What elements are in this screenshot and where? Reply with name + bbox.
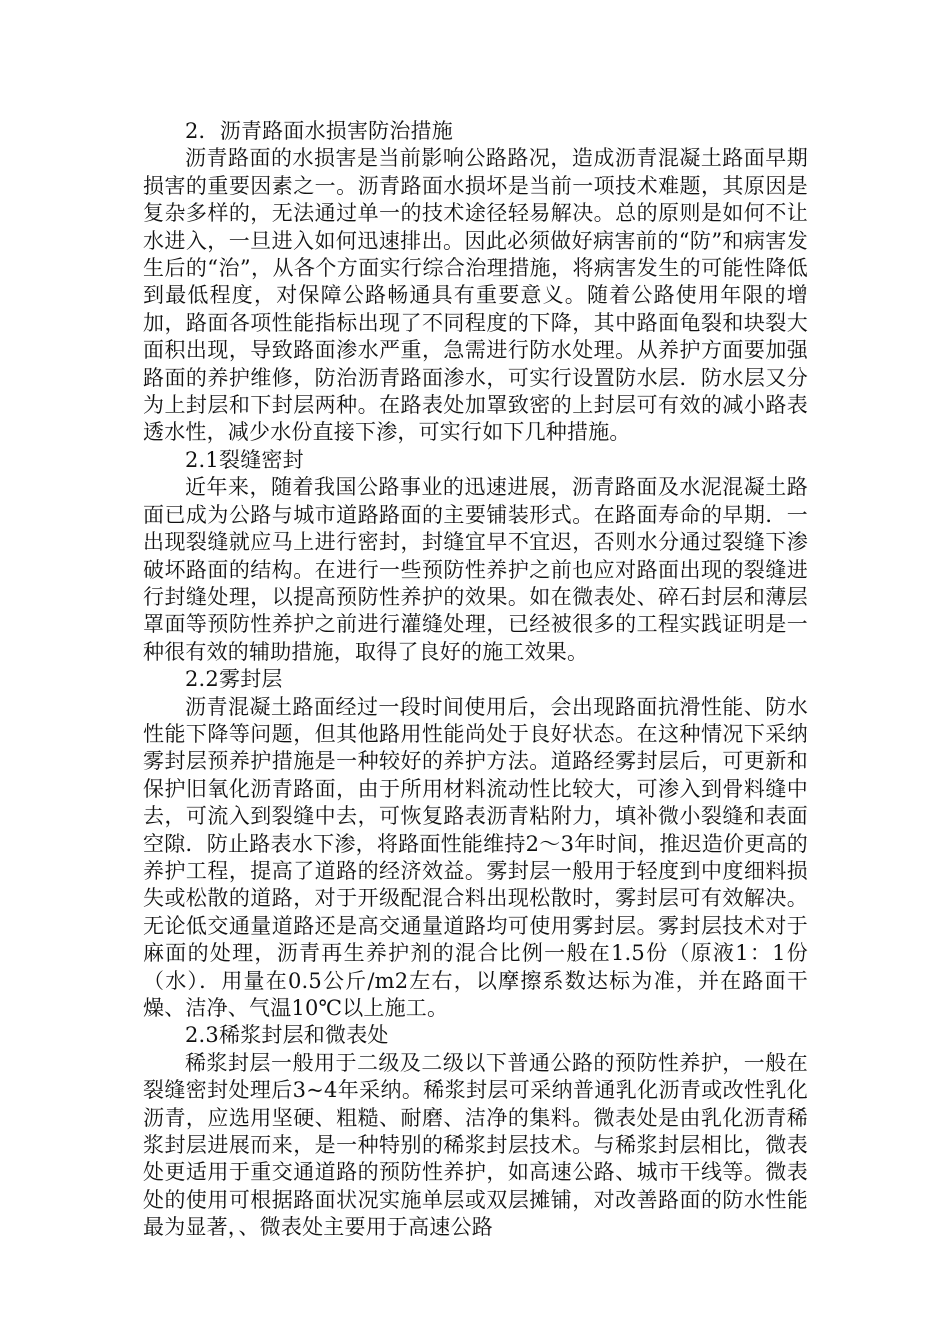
section-heading-2: 2．沥青路面水损害防治措施 <box>185 119 453 143</box>
section-paragraph-2-2: 沥青混凝土路面经过一段时间使用后，会出现路面抗滑性能、防水性能下降等问题，但其他路用性能尚处于良好状态。在这种情况下采纳雾封层预养护措施是一种较好的养护方法。道路经雾封层后，可更新和保护旧氧化沥青路面，由于所用材料流动性比较大，可渗入到骨料缝中去，可流入到裂缝中去，可恢复路表沥青粘附力，填补微小裂缝和表面空隙．防止路表水下渗，将路面性能维持2～3年时间，推迟造价更高的养护工程，提高了道路的经济效益。雾封层一般用于轻度到中度细料损失或松散的道路，对于开级配混合料出现松散时，雾封层可有效解决。无论低交通量道路还是高交通量道路均可使用雾封层。雾封层技术对于麻面的处理，沥青再生养护剂的混合比例一般在1.5份（原液1：1份（水）．用量在0.5公斤/m2左右，以摩擦系数达标为准，并在路面干燥、洁净、气温10℃以上施工。 <box>143 694 808 1020</box>
section-heading-2-3: 2.3稀浆封层和微表处 <box>185 1023 389 1048</box>
document-page <box>143 118 808 1242</box>
section-paragraph-2-3: 稀浆封层一般用于二级及二级以下普通公路的预防性养护，一般在裂缝密封处理后3~4年采纳。稀浆封层可采纳普通乳化沥青或改性乳化沥青，应选用坚硬、粗糙、耐磨、洁净的集料。微表处是由乳化沥青稀浆封层进展而来，是一种特别的稀浆封层技术。与稀浆封层相比，微表处更适用于重交通道路的预防性养护，如高速公路、城市干线等。微表处的使用可根据路面状况实施单层或双层摊铺，对改善路面的防水性能最为显著，、微表处主要用于高速公路 <box>143 1050 808 1240</box>
section-paragraph-2-1: 近年来，随着我国公路事业的迅速进展，沥青路面及水泥混凝土路面已成为公路与城市道路路面的主要铺装形式。在路面寿命的早期．一出现裂缝就应马上进行密封，封缝宜早不宜迟，否则水分通过裂缝下渗破坏路面的结构。在进行一些预防性养护之前也应对路面出现的裂缝进行封缝处理，以提高预防性养护的效果。如在微表处、碎石封层和薄层罩面等预防性养护之前进行灌缝处理，已经被很多的工程实践证明是一种很有效的辅助措施，取得了良好的施工效果。 <box>143 475 808 664</box>
section-heading-2-2: 2.2雾封层 <box>185 667 283 692</box>
section-heading-2-1: 2.1裂缝密封 <box>185 447 304 472</box>
section-paragraph-2: 沥青路面的水损害是当前影响公路路况，造成沥青混凝土路面早期损害的重要因素之一。沥青路面水损坏是当前一项技术难题，其原因是复杂多样的，无法通过单一的技术途径轻易解决。总的原则是如何不让水进入，一旦进入如何迅速排出。因此必须做好病害前的“防”和病害发生后的“治”，从各个方面实行综合治理措施，将病害发生的可能性降低到最低程度，对保障公路畅通具有重要意义。随着公路使用年限的增加，路面各项性能指标出现了不同程度的下降，其中路面龟裂和块裂大面积出现，导致路面渗水严重，急需进行防水处理。从养护方面要加强路面的养护维修，防治沥青路面渗水，可实行设置防水层．防水层又分为上封层和下封层两种。在路表处加罩致密的上封层可有效的减小路表透水性，减少水份直接下渗，可实行如下几种措施。 <box>143 146 808 445</box>
